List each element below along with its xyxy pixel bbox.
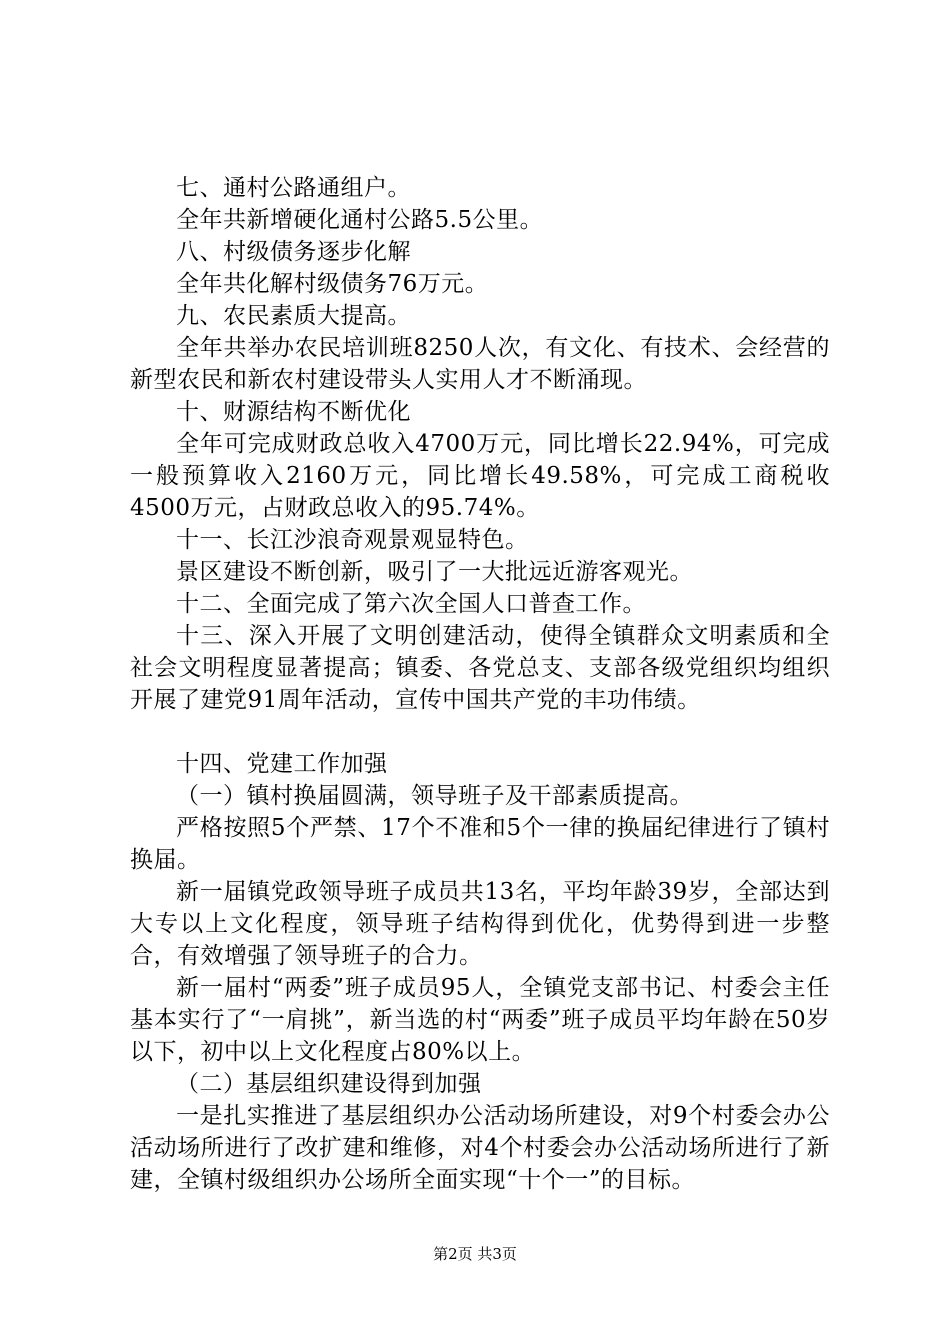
section-heading-14: 十四、党建工作加强	[176, 751, 388, 777]
subsection-heading-1: （一）镇村换届圆满，领导班子及干部素质提高。	[176, 783, 693, 809]
paragraph: 严格按照5个严禁、17个不准和5个一律的换届纪律进行了镇村换届。	[130, 815, 830, 873]
page-footer: 第2页 共3页	[433, 1245, 517, 1263]
section-heading-7: 七、通村公路通组户。	[176, 175, 411, 201]
section-heading-10: 十、财源结构不断优化	[176, 399, 411, 425]
section-heading-9: 九、农民素质大提高。	[176, 303, 411, 329]
paragraph: 景区建设不断创新，吸引了一大批远近游客观光。	[176, 559, 693, 585]
paragraph: 全年共化解村级债务76万元。	[176, 271, 489, 297]
paragraph: 新一届镇党政领导班子成员共13名，平均年龄39岁，全部达到大专以上文化程度，领导班子结构得到优化，优势得到进一步整合，有效增强了领导班子的合力。	[130, 879, 830, 969]
paragraph: 全年共举办农民培训班8250人次，有文化、有技术、会经营的新型农民和新农村建设带头人实用人才不断涌现。	[130, 335, 830, 393]
section-heading-8: 八、村级债务逐步化解	[176, 239, 411, 265]
subsection-heading-2: （二）基层组织建设得到加强	[176, 1071, 482, 1097]
paragraph: 全年可完成财政总收入4700万元，同比增长22.94%，可完成一般预算收入2160万元，同比增长49.58%，可完成工商税收4500万元，占财政总收入的95.74%。	[130, 431, 830, 521]
section-heading-11: 十一、长江沙浪奇观景观显特色。	[176, 527, 529, 553]
section-heading-12: 十二、全面完成了第六次全国人口普查工作。	[176, 591, 646, 617]
paragraph: 一是扎实推进了基层组织办公活动场所建设，对9个村委会办公活动场所进行了改扩建和维修，对4个村委会办公活动场所进行了新建，全镇村级组织办公场所全面实现“十个一”的目标。	[130, 1103, 830, 1193]
section-heading-13: 十三、深入开展了文明创建活动，使得全镇群众文明素质和全社会文明程度显著提高；镇委、各党总支、支部各级党组织均组织开展了建党91周年活动，宣传中国共产党的丰功伟绩。	[130, 623, 830, 713]
document-body	[130, 172, 830, 1196]
paragraph: 新一届村“两委”班子成员95人，全镇党支部书记、村委会主任基本实行了“一肩挑”，新当选的村“两委”班子成员平均年龄在50岁以下，初中以上文化程度占80%以上。	[130, 975, 830, 1065]
paragraph: 全年共新增硬化通村公路5.5公里。	[176, 207, 544, 233]
